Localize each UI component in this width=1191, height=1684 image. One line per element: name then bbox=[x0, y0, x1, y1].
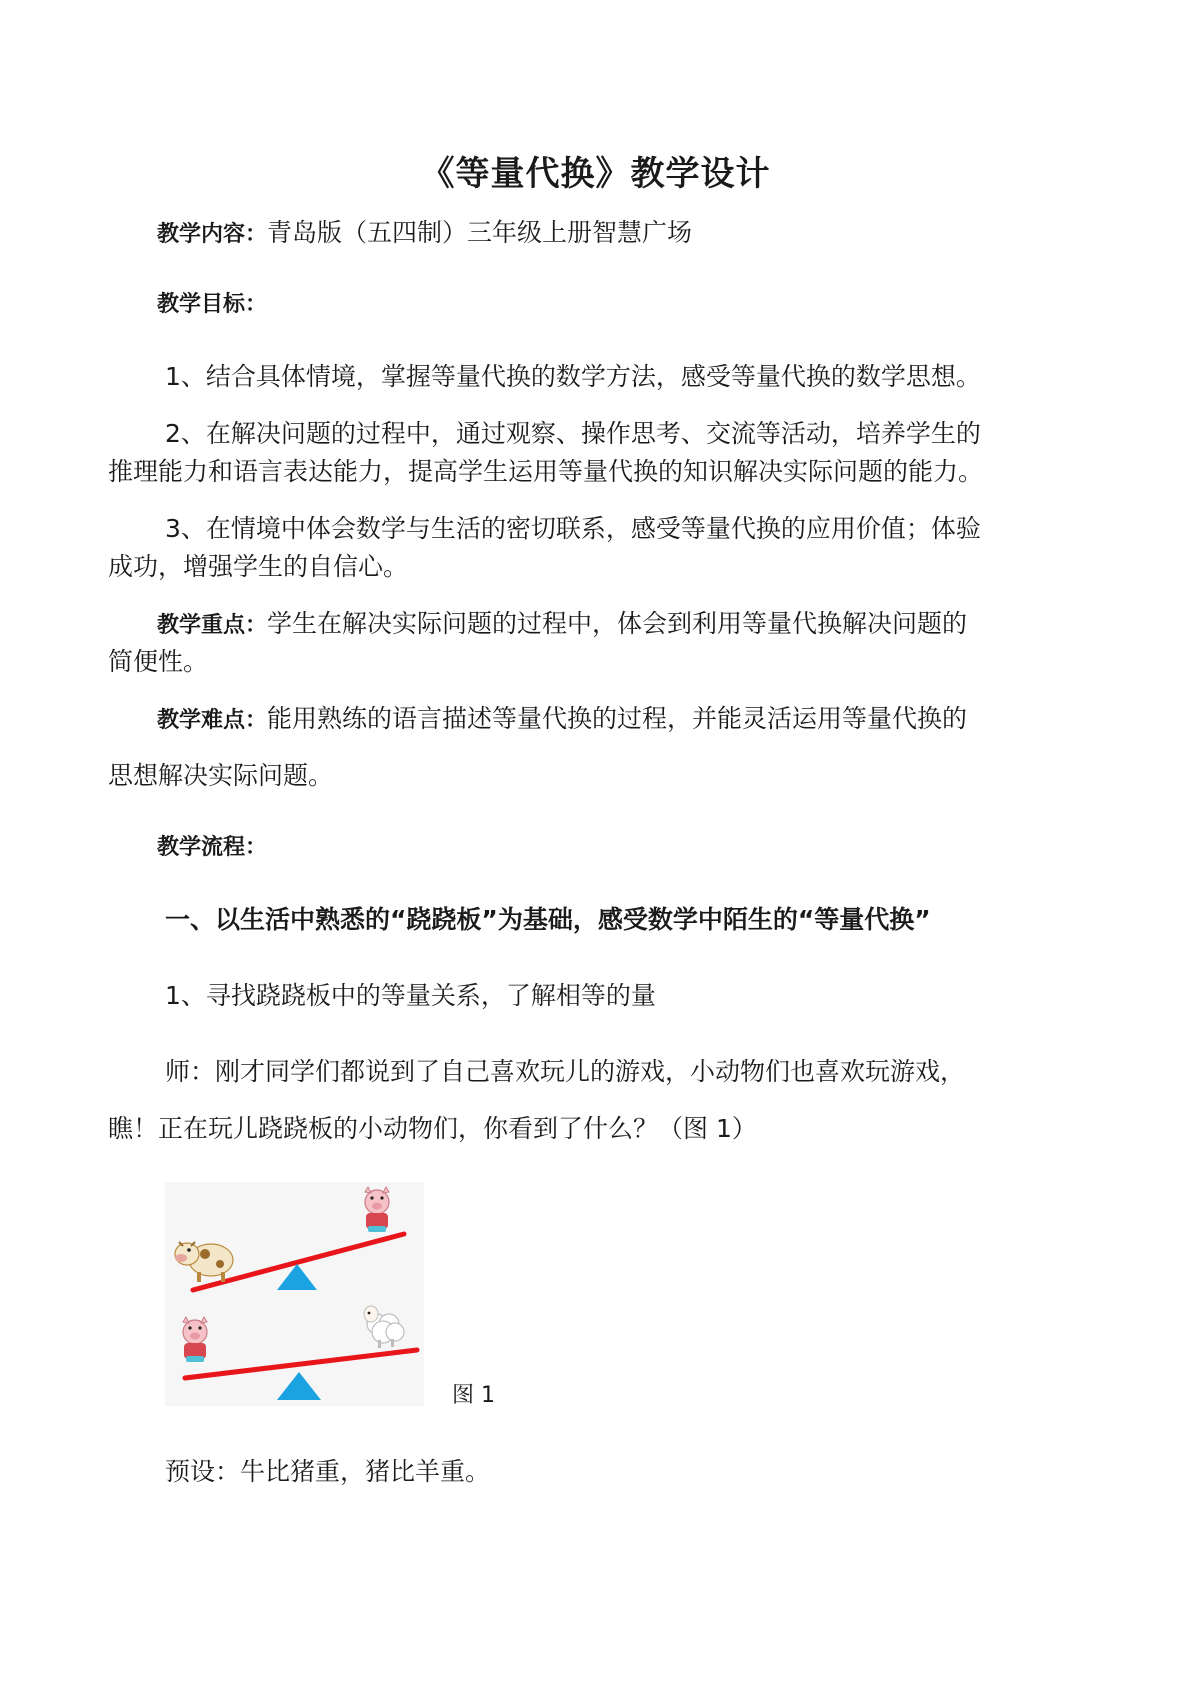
teacher-prompt-line-2: 瞧！正在玩儿跷跷板的小动物们，你看到了什么？（图 1） bbox=[108, 1114, 757, 1143]
goal-2-line-1: 2、在解决问题的过程中，通过观察、操作思考、交流等活动，培养学生的 bbox=[165, 419, 981, 448]
preset-answer: 预设：牛比猪重，猪比羊重。 bbox=[165, 1457, 491, 1486]
teaching-key-point bbox=[157, 609, 967, 641]
teaching-difficulty-label: 教学难点： bbox=[157, 708, 268, 733]
teaching-key-point-line-2: 简便性。 bbox=[108, 647, 209, 676]
bottom-seesaw bbox=[185, 1350, 417, 1400]
teaching-difficulty-line-2: 思想解决实际问题。 bbox=[108, 761, 334, 790]
teaching-content-label: 教学内容： bbox=[157, 222, 268, 247]
sheep-icon bbox=[364, 1306, 404, 1348]
figure-caption: 图 1 bbox=[452, 1383, 495, 1408]
teaching-difficulty bbox=[157, 704, 967, 736]
goal-3-line-2: 成功，增强学生的自信心。 bbox=[108, 552, 409, 581]
teaching-key-point-text: 学生在解决实际问题的过程中，体会到利用等量代换解决问题的 bbox=[267, 609, 968, 638]
teacher-prompt-line-1: 师：刚才同学们都说到了自己喜欢玩儿的游戏，小动物们也喜欢玩游戏， bbox=[165, 1057, 966, 1086]
document-title: 《等量代换》教学设计 bbox=[420, 154, 771, 194]
section-1-heading: 一、以生活中熟悉的“跷跷板”为基础，感受数学中陌生的“等量代换” bbox=[165, 905, 931, 934]
teaching-difficulty-text: 能用熟练的语言描述等量代换的过程，并能灵活运用等量代换的 bbox=[267, 704, 968, 733]
teaching-key-point-label: 教学重点： bbox=[157, 613, 268, 638]
teaching-goals-label: 教学目标： bbox=[157, 292, 268, 317]
pig-icon bbox=[183, 1317, 207, 1362]
teaching-content-text: 青岛版（五四制）三年级上册智慧广场 bbox=[267, 218, 693, 247]
teaching-content bbox=[157, 218, 692, 250]
cow-icon bbox=[175, 1242, 233, 1282]
goal-3-line-1: 3、在情境中体会数学与生活的密切联系，感受等量代换的应用价值；体验 bbox=[165, 514, 981, 543]
teaching-process-label: 教学流程： bbox=[157, 835, 268, 860]
step-1: 1、寻找跷跷板中的等量关系，了解相等的量 bbox=[165, 981, 656, 1010]
seesaw-figure bbox=[165, 1182, 424, 1406]
pig-icon bbox=[365, 1187, 389, 1232]
goal-2-line-2: 推理能力和语言表达能力，提高学生运用等量代换的知识解决实际问题的能力。 bbox=[108, 457, 984, 486]
goal-1: 1、结合具体情境，掌握等量代换的数学方法，感受等量代换的数学思想。 bbox=[165, 362, 981, 391]
